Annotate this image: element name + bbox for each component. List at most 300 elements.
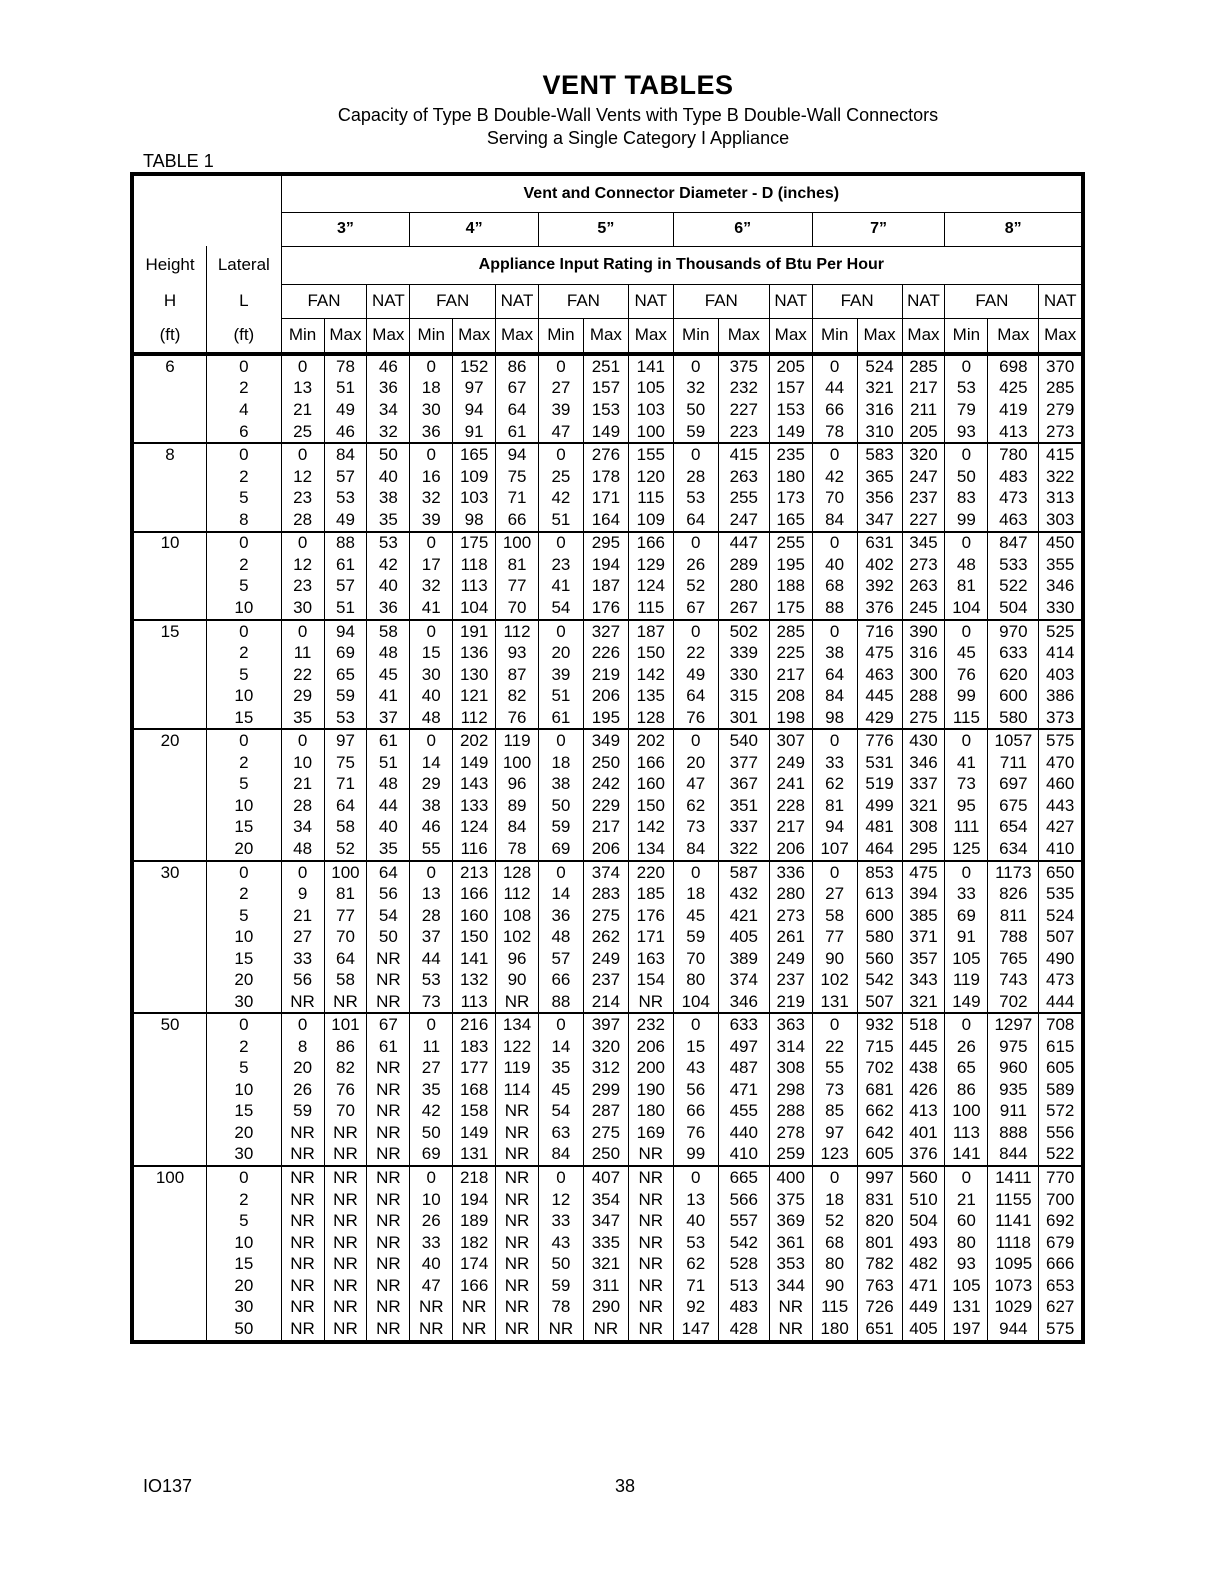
page-subtitle: Capacity of Type B Double-Wall Vents with Type B Double-Wall Connectors [337, 105, 939, 125]
lateral-cell: 5 [207, 905, 282, 927]
value-cell: 519 [857, 774, 902, 796]
value-cell: 56 [281, 969, 324, 991]
value-cell: 346 [902, 752, 945, 774]
value-cell: 100 [945, 1101, 988, 1123]
max-header: Max [367, 318, 410, 354]
value-cell: 36 [410, 421, 453, 444]
value-cell: 134 [628, 838, 673, 861]
value-cell: 55 [410, 838, 453, 861]
table-row [132, 1275, 1083, 1297]
value-cell: 247 [718, 509, 769, 532]
value-cell: 259 [769, 1144, 812, 1167]
value-cell: 69 [410, 1144, 453, 1167]
value-cell: 160 [628, 774, 673, 796]
value-cell: 1073 [988, 1275, 1039, 1297]
value-cell: 104 [673, 991, 718, 1014]
min-header: Min [281, 318, 324, 354]
height-cell: 6 [165, 356, 175, 376]
value-cell: 37 [367, 707, 410, 730]
value-cell: 524 [1039, 905, 1083, 927]
lateral-cell: 0 [207, 620, 282, 643]
table-row [132, 466, 1083, 488]
value-cell: 175 [769, 597, 812, 620]
value-cell: 33 [812, 752, 857, 774]
value-cell: 171 [583, 487, 628, 509]
value-cell: 337 [902, 774, 945, 796]
height-cell [132, 1144, 207, 1167]
value-cell: 507 [1039, 926, 1083, 948]
value-cell: 200 [628, 1058, 673, 1080]
value-cell: 86 [324, 1036, 367, 1058]
value-cell: 173 [769, 487, 812, 509]
value-cell: NR [496, 1296, 539, 1318]
value-cell: 49 [324, 399, 367, 421]
value-cell: 37 [410, 926, 453, 948]
value-cell: 330 [1039, 597, 1083, 620]
value-cell: 73 [410, 991, 453, 1014]
value-cell: 273 [1039, 421, 1083, 444]
value-cell: 407 [583, 1166, 628, 1189]
value-cell: 633 [988, 642, 1039, 664]
value-cell: 0 [410, 1013, 453, 1036]
value-cell: 33 [538, 1210, 583, 1232]
value-cell: 473 [1039, 969, 1083, 991]
value-cell: 653 [1039, 1275, 1083, 1297]
value-cell: 287 [583, 1101, 628, 1123]
value-cell: NR [367, 1101, 410, 1123]
value-cell: 39 [538, 664, 583, 686]
value-cell: 180 [769, 466, 812, 488]
height-cell [132, 1036, 207, 1058]
height-cell [132, 774, 207, 796]
lateral-cell: 20 [207, 838, 282, 861]
value-cell: 386 [1039, 685, 1083, 707]
value-cell: 149 [453, 1122, 496, 1144]
value-cell: 20 [281, 1058, 324, 1080]
value-cell: 263 [718, 466, 769, 488]
value-cell: 178 [583, 466, 628, 488]
value-cell: 82 [496, 685, 539, 707]
value-cell: 195 [583, 707, 628, 730]
value-cell: 776 [857, 729, 902, 752]
value-cell: NR [628, 1296, 673, 1318]
value-cell: 8 [281, 1036, 324, 1058]
value-cell: 493 [902, 1232, 945, 1254]
max-header: Max [1039, 318, 1083, 354]
table-row [132, 642, 1083, 664]
value-cell: 9 [281, 883, 324, 905]
value-cell: 997 [857, 1166, 902, 1189]
value-cell: 50 [538, 795, 583, 817]
value-cell: 102 [496, 926, 539, 948]
corner-cell-2 [207, 174, 282, 212]
value-cell: 267 [718, 597, 769, 620]
value-cell: 316 [902, 642, 945, 664]
value-cell: 107 [812, 838, 857, 861]
table-row [132, 509, 1083, 532]
value-cell: 560 [857, 948, 902, 970]
value-cell: 580 [988, 707, 1039, 730]
value-cell: NR [367, 991, 410, 1014]
lateral-cell: 0 [207, 1013, 282, 1036]
value-cell: 42 [812, 466, 857, 488]
value-cell: 205 [902, 421, 945, 444]
value-cell: 112 [453, 707, 496, 730]
value-cell: 78 [812, 421, 857, 444]
value-cell: 438 [902, 1058, 945, 1080]
table-row [132, 838, 1083, 861]
lateral-cell: 2 [207, 554, 282, 576]
value-cell: 344 [769, 1275, 812, 1297]
value-cell: 615 [1039, 1036, 1083, 1058]
value-cell: NR [628, 1253, 673, 1275]
value-cell: 249 [769, 948, 812, 970]
value-cell: 48 [410, 707, 453, 730]
value-cell: 150 [453, 926, 496, 948]
value-cell: 91 [453, 421, 496, 444]
value-cell: 75 [496, 466, 539, 488]
value-cell: 30 [281, 597, 324, 620]
height-cell: 30 [132, 861, 207, 884]
value-cell: 392 [857, 576, 902, 598]
height-cell [132, 597, 207, 620]
value-cell: 262 [583, 926, 628, 948]
value-cell: 81 [945, 576, 988, 598]
value-cell: 524 [857, 354, 902, 378]
value-cell: 0 [812, 620, 857, 643]
value-cell: 507 [857, 991, 902, 1014]
height-cell: 8 [132, 443, 207, 466]
value-cell: 14 [410, 752, 453, 774]
value-cell: 28 [281, 795, 324, 817]
value-cell: NR [324, 1122, 367, 1144]
value-cell: 153 [583, 399, 628, 421]
value-cell: 42 [538, 487, 583, 509]
max-header: Max [769, 318, 812, 354]
value-cell: 142 [628, 664, 673, 686]
value-cell: 275 [583, 1122, 628, 1144]
value-cell: 119 [496, 729, 539, 752]
table-row [132, 1232, 1083, 1254]
height-cell [132, 642, 207, 664]
height-cell [132, 509, 207, 532]
height-cell [132, 576, 207, 598]
value-cell: 125 [945, 838, 988, 861]
value-cell: 17 [410, 554, 453, 576]
value-cell: 566 [718, 1189, 769, 1211]
value-cell: 59 [281, 1101, 324, 1123]
value-cell: 69 [945, 905, 988, 927]
value-cell: 504 [988, 597, 1039, 620]
value-cell: 132 [453, 969, 496, 991]
value-cell: NR [538, 1318, 583, 1342]
value-cell: 169 [628, 1122, 673, 1144]
value-cell: 473 [988, 487, 1039, 509]
value-cell: 51 [367, 752, 410, 774]
value-cell: 131 [812, 991, 857, 1014]
value-cell: 911 [988, 1101, 1039, 1123]
value-cell: NR [324, 1210, 367, 1232]
value-cell: NR [367, 1275, 410, 1297]
value-cell: 91 [945, 926, 988, 948]
value-cell: 83 [945, 487, 988, 509]
value-cell: 18 [410, 378, 453, 400]
value-cell: 0 [538, 1166, 583, 1189]
value-cell: 141 [945, 1144, 988, 1167]
value-cell: 96 [496, 948, 539, 970]
document-id: IO137 [143, 1476, 193, 1496]
value-cell: 421 [718, 905, 769, 927]
value-cell: 29 [281, 685, 324, 707]
value-cell: 32 [673, 378, 718, 400]
value-cell: 168 [453, 1079, 496, 1101]
value-cell: 47 [538, 421, 583, 444]
value-cell: 53 [673, 1232, 718, 1254]
value-cell: 115 [945, 707, 988, 730]
lateral-cell: 5 [207, 1210, 282, 1232]
value-cell: 427 [1039, 817, 1083, 839]
table-row [132, 1210, 1083, 1232]
height-cell [132, 883, 207, 905]
value-cell: 61 [367, 729, 410, 752]
value-cell: 460 [1039, 774, 1083, 796]
value-cell: 0 [945, 1013, 988, 1036]
value-cell: 108 [496, 905, 539, 927]
value-cell: 0 [812, 1166, 857, 1189]
lateral-cell: 30 [207, 1144, 282, 1167]
nat-header: NAT [628, 284, 673, 318]
value-cell: 504 [902, 1210, 945, 1232]
value-cell: 97 [453, 378, 496, 400]
value-cell: NR [324, 1253, 367, 1275]
value-cell: 26 [673, 554, 718, 576]
value-cell: 654 [988, 817, 1039, 839]
value-cell: NR [769, 1296, 812, 1318]
value-cell: 35 [410, 1079, 453, 1101]
value-cell: 97 [324, 729, 367, 752]
value-cell: 105 [945, 948, 988, 970]
lateral-cell: 2 [207, 883, 282, 905]
table-row [132, 707, 1083, 730]
value-cell: 283 [583, 883, 628, 905]
value-cell: 429 [857, 707, 902, 730]
lateral-cell: 10 [207, 597, 282, 620]
value-cell: 113 [453, 991, 496, 1014]
value-cell: 166 [628, 752, 673, 774]
value-cell: 174 [453, 1253, 496, 1275]
value-cell: 447 [718, 532, 769, 555]
value-cell: 64 [812, 664, 857, 686]
value-cell: 589 [1039, 1079, 1083, 1101]
table-row [132, 421, 1083, 444]
value-cell: 232 [628, 1013, 673, 1036]
value-cell: 410 [718, 1144, 769, 1167]
value-cell: 847 [988, 532, 1039, 555]
value-cell: 94 [453, 399, 496, 421]
value-cell: 288 [902, 685, 945, 707]
value-cell: 71 [496, 487, 539, 509]
value-cell: NR [367, 1122, 410, 1144]
value-cell: 32 [410, 487, 453, 509]
value-cell: 123 [812, 1144, 857, 1167]
value-cell: 77 [496, 576, 539, 598]
value-cell: 633 [718, 1013, 769, 1036]
value-cell: 276 [583, 443, 628, 466]
value-cell: 700 [1039, 1189, 1083, 1211]
value-cell: 10 [410, 1189, 453, 1211]
value-cell: 475 [902, 861, 945, 884]
value-cell: 66 [673, 1101, 718, 1123]
height-cell [132, 948, 207, 970]
value-cell: 14 [538, 1036, 583, 1058]
height-cell [132, 991, 207, 1014]
value-cell: 605 [857, 1144, 902, 1167]
value-cell: 206 [628, 1036, 673, 1058]
table-row [132, 354, 1083, 378]
value-cell: 143 [453, 774, 496, 796]
value-cell: 78 [324, 354, 367, 378]
value-cell: 321 [902, 795, 945, 817]
value-cell: 970 [988, 620, 1039, 643]
value-cell: 0 [538, 729, 583, 752]
value-cell: 285 [1039, 378, 1083, 400]
value-cell: 18 [812, 1189, 857, 1211]
value-cell: 542 [857, 969, 902, 991]
value-cell: 220 [628, 861, 673, 884]
value-cell: 343 [902, 969, 945, 991]
value-cell: 130 [453, 664, 496, 686]
value-cell: 40 [673, 1210, 718, 1232]
lateral-cell: 15 [207, 1101, 282, 1123]
value-cell: 116 [453, 838, 496, 861]
value-cell: 13 [410, 883, 453, 905]
value-cell: 251 [583, 354, 628, 378]
value-cell: 662 [857, 1101, 902, 1123]
value-cell: NR [367, 1232, 410, 1254]
table-body [132, 354, 1083, 1342]
height-cell: 100 [132, 1166, 207, 1189]
value-cell: 202 [453, 729, 496, 752]
value-cell: 402 [857, 554, 902, 576]
value-cell: 64 [324, 948, 367, 970]
value-cell: NR [628, 1144, 673, 1167]
value-cell: 136 [453, 642, 496, 664]
value-cell: 121 [453, 685, 496, 707]
value-cell: 401 [902, 1122, 945, 1144]
value-cell: 190 [628, 1079, 673, 1101]
value-cell: 33 [281, 948, 324, 970]
lateral-cell: 0 [207, 354, 282, 378]
value-cell: 109 [453, 466, 496, 488]
max-header: Max [902, 318, 945, 354]
value-cell: 66 [496, 509, 539, 532]
value-cell: 518 [902, 1013, 945, 1036]
value-cell: 180 [812, 1318, 857, 1342]
value-cell: 105 [945, 1275, 988, 1297]
value-cell: 124 [453, 817, 496, 839]
value-cell: NR [324, 1296, 367, 1318]
value-cell: 631 [857, 532, 902, 555]
lateral-cell: 2 [207, 466, 282, 488]
value-cell: 831 [857, 1189, 902, 1211]
value-cell: 64 [673, 685, 718, 707]
value-cell: 960 [988, 1058, 1039, 1080]
value-cell: 30 [410, 664, 453, 686]
value-cell: 666 [1039, 1253, 1083, 1275]
value-cell: 47 [673, 774, 718, 796]
value-cell: 483 [988, 466, 1039, 488]
value-cell: NR [324, 991, 367, 1014]
value-cell: 51 [324, 378, 367, 400]
value-cell: 53 [324, 487, 367, 509]
value-cell: 0 [673, 861, 718, 884]
lateral-cell: 10 [207, 685, 282, 707]
value-cell: 53 [673, 487, 718, 509]
value-cell: 679 [1039, 1232, 1083, 1254]
value-cell: 376 [857, 597, 902, 620]
value-cell: 355 [1039, 554, 1083, 576]
diameter-header: Vent and Connector Diameter - D (inches) [281, 174, 1083, 212]
height-cell [132, 1318, 207, 1342]
height-cell [132, 378, 207, 400]
table-label: TABLE 1 [143, 151, 214, 171]
value-cell: 194 [453, 1189, 496, 1211]
value-cell: 61 [324, 554, 367, 576]
value-cell: 347 [583, 1210, 628, 1232]
value-cell: 34 [367, 399, 410, 421]
value-cell: 0 [945, 532, 988, 555]
table-row [132, 926, 1083, 948]
value-cell: NR [281, 1318, 324, 1342]
value-cell: NR [324, 1318, 367, 1342]
value-cell: 194 [583, 554, 628, 576]
value-cell: 0 [812, 443, 857, 466]
value-cell: 93 [945, 1253, 988, 1275]
value-cell: 68 [812, 1232, 857, 1254]
value-cell: 149 [945, 991, 988, 1014]
value-cell: 241 [769, 774, 812, 796]
value-cell: 1173 [988, 861, 1039, 884]
value-cell: 76 [673, 707, 718, 730]
value-cell: 314 [769, 1036, 812, 1058]
value-cell: 48 [281, 838, 324, 861]
fan-header: FAN [673, 284, 769, 318]
rating-header: Appliance Input Rating in Thousands of Btu Per Hour [281, 246, 1083, 284]
value-cell: 249 [769, 752, 812, 774]
value-cell: 177 [453, 1058, 496, 1080]
table-row [132, 1058, 1083, 1080]
lateral-cell: 6 [207, 421, 282, 444]
height-cell [132, 487, 207, 509]
value-cell: 390 [902, 620, 945, 643]
page-subtitle-2: Serving a Single Category I Appliance [486, 128, 790, 148]
value-cell: 0 [281, 443, 324, 466]
value-cell: 165 [769, 509, 812, 532]
value-cell: 237 [583, 969, 628, 991]
value-cell: 104 [453, 597, 496, 620]
value-cell: 90 [812, 948, 857, 970]
value-cell: 65 [945, 1058, 988, 1080]
value-cell: 365 [857, 466, 902, 488]
value-cell: 322 [1039, 466, 1083, 488]
value-cell: 50 [538, 1253, 583, 1275]
value-cell: 65 [324, 664, 367, 686]
value-cell: 160 [453, 905, 496, 927]
value-cell: 53 [410, 969, 453, 991]
value-cell: 310 [857, 421, 902, 444]
value-cell: 197 [945, 1318, 988, 1342]
value-cell: 64 [673, 509, 718, 532]
